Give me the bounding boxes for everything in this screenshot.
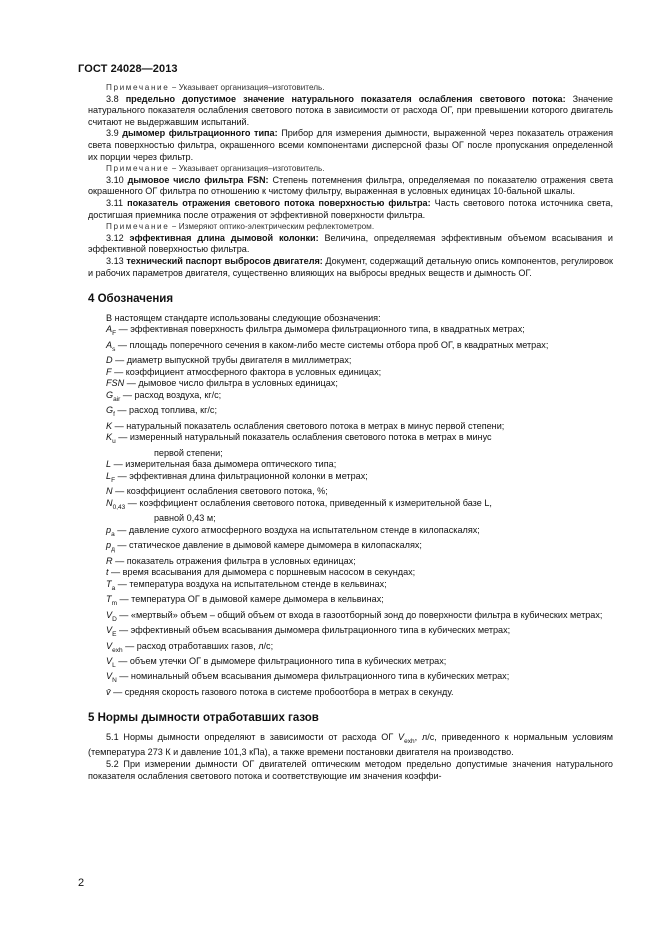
symbol-entry-continuation: равной 0,43 м; bbox=[154, 513, 216, 524]
term-definition: 3.12 эффективная длина дымовой колонки: Величина, определяемая эффективным объемом всасывания и эффективной поверхностью фильтра. bbox=[88, 232, 613, 255]
section-5-p1: 5.1 Нормы дымности определяют в зависимости от расхода ОГ $V_{exh}$, л/с, приведенного к нормальным условиям (температура 273 К и давление 101,3 кПа), а также времени постановки двигателя на производство. bbox=[88, 731, 613, 758]
symbol-entry: $p_a$ — давление сухого атмосферного воздуха на испытательном стенде в килопаскалях; bbox=[106, 524, 480, 538]
symbol-entry: $T_m$ — температура ОГ в дымовой камере дымомера в кельвинах; bbox=[106, 594, 384, 608]
document-header: ГОСТ 24028—2013 bbox=[78, 63, 178, 75]
symbol-entry: $N_{0,43}$ — коэффициент ослабления светового потока, приведенный к измерительной базе L, bbox=[106, 497, 492, 511]
symbol-entry: $K_u$ — измеренный натуральный показатель ослабления светового потока в метрах в минус bbox=[106, 432, 492, 446]
term-definition: 3.8 предельно допустимое значение натурального показателя ослабления светового потока: Значение натурального показателя ослабления светового потока в зависимости от расхода ОГ, при превышении которого двигатель считают не выдержавшим испытаний. bbox=[88, 93, 613, 127]
symbol-entry: $V_{exh}$ — расход отработавших газов, л/с; bbox=[106, 640, 274, 654]
term-definition: 3.13 технический паспорт выбросов двигателя: Документ, содержащий детальную опись компонентов, регулировок и рабочих параметров двигателя, существенно влияющих на выбросы вредных веществ и дымность ОГ. bbox=[88, 255, 613, 278]
symbol-entry: $L_F$ — эффективная длина фильтрационной колонки в метрах; bbox=[106, 470, 368, 484]
symbol-entry: K — натуральный показатель ослабления светового потока в метрах в минус первой степени; bbox=[106, 420, 505, 431]
note-label: Примечание bbox=[106, 83, 170, 92]
section-4-intro: В настоящем стандарте использованы следующие обозначения: bbox=[106, 312, 381, 323]
symbol-entry: F — коэффициент атмосферного фактора в условных единицах; bbox=[106, 366, 382, 377]
term-definition: 3.10 дымовое число фильтра FSN: Степень потемнения фильтра, определяемая по показателю отражения света окрашенного ОГ фильтра по отношению к чистому фильтру, выраженная в условных единицах 10-бальной шкалы. bbox=[88, 174, 614, 197]
symbol-entry: t — время всасывания для дымомера с поршневым насосом в секундах; bbox=[106, 567, 416, 578]
symbol-entry: $A_F$ — эффективная поверхность фильтра дымомера фильтрационного типа, в квадратных метрах; bbox=[106, 324, 525, 338]
symbol-entry: L — измерительная база дымомера оптического типа; bbox=[106, 459, 337, 470]
symbol-entry: FSN — дымовое число фильтра в условных единицах; bbox=[106, 378, 338, 389]
terms-list bbox=[88, 94, 613, 280]
symbol-entry: $G_{air}$ — расход воздуха, кг/с; bbox=[106, 389, 222, 403]
symbol-entry: $V_L$ — объем утечки ОГ в дымомере фильтрационного типа в кубических метрах; bbox=[106, 655, 447, 669]
term-note: Примечание − Указывает организация–изготовитель. bbox=[106, 164, 325, 174]
symbols-list bbox=[88, 324, 613, 698]
symbol-entry: $T_a$ — температура воздуха на испытательном стенде в кельвинах; bbox=[106, 578, 387, 592]
symbol-entry-continuation: первой степени; bbox=[154, 447, 223, 458]
symbol-entry: $p_д$ — статическое давление в дымовой камере дымомера в килопаскалях; bbox=[106, 540, 422, 554]
section-4-title: 4 Обозначения bbox=[88, 293, 174, 306]
term-definition: 3.11 показатель отражения светового потока поверхностью фильтра: Часть светового потока источника света, достигшая приемника после отражения от эффективной поверхности фильтра. bbox=[88, 197, 613, 220]
symbol-entry: R — показатель отражения фильтра в условных единицах; bbox=[106, 555, 356, 566]
section-5-title: 5 Нормы дымности отработавших газов bbox=[88, 712, 319, 725]
symbol-entry: $V_E$ — эффективный объем всасывания дымомера фильтрационного типа в кубических метрах; bbox=[106, 625, 511, 638]
symbol-entry: $V_N$ — номинальный объем всасывания дымомера фильтрационного типа в кубических метрах; bbox=[106, 671, 510, 685]
symbol-entry: v̄ — средняя скорость газового потока в системе пробоотбора в метрах в секунду. bbox=[106, 686, 454, 697]
document-body bbox=[88, 82, 613, 782]
symbol-entry: D — диаметр выпускной трубы двигателя в миллиметрах; bbox=[106, 355, 352, 366]
page-number: 2 bbox=[78, 877, 85, 889]
symbol-entry: $A_s$ — площадь поперечного сечения в каком-либо месте системы отбора проб ОГ, в квадратных метрах; bbox=[106, 339, 549, 353]
section-5-p2: 5.2 При измерении дымности ОГ двигателей оптическим методом предельно допустимые значения натурального показателя ослабления светового потока и соответствующие им значения коэффи- bbox=[88, 758, 613, 781]
note-1: Примечание − Указывает организация–изготовитель. bbox=[106, 83, 325, 92]
symbol-entry: $V_D$ — «мертвый» объем – общий объем от входа в газоотборный зонд до поверхности фильтра в кубических метрах; bbox=[106, 609, 603, 623]
symbol-entry: $G_f$ — расход топлива, кг/с; bbox=[106, 405, 217, 419]
symbol-entry: N — коэффициент ослабления светового потока, %; bbox=[106, 486, 328, 497]
term-note: Примечание − Измеряют оптико-электрическим рефлектометром. bbox=[106, 222, 375, 232]
term-definition: 3.9 дымомер фильтрационного типа: Прибор для измерения дымности, выраженной через показатель отражения света поверхностью фильтра, окрашенного всеми компонентами дисперсной фазы ОГ после пропускания определенной их порции через фильтр. bbox=[88, 128, 613, 162]
